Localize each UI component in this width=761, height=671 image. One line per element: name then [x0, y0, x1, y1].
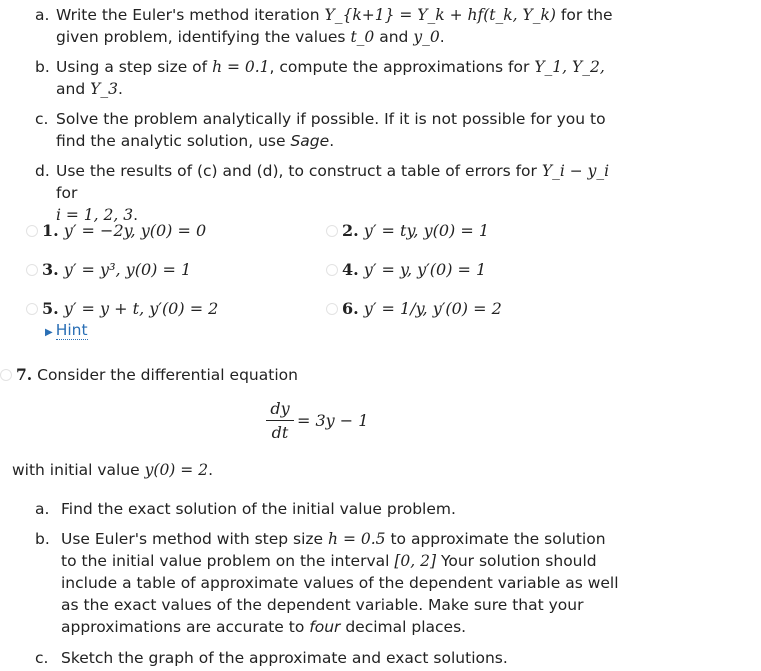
exercise-marker-icon: [0, 369, 12, 381]
initial-value-line: with initial value y(0) = 2.: [12, 461, 213, 479]
exercise-marker-icon: [26, 264, 38, 276]
exercise-5[interactable]: 5. y′ = y + t, y′(0) = 2: [26, 298, 218, 320]
part-a: a. Write the Euler's method iteration Y_{k+1} = Y_k + hf(t_k, Y_k) for the given problem, identifying the values t_0 and y_0.: [35, 6, 613, 46]
part-c: c. Solve the problem analytically if possible. If it is not possible for you to find the analytic solution, use Sage.: [35, 110, 606, 150]
part-a-text: Write the Euler's method iteration: [56, 6, 320, 24]
exercise-marker-icon: [326, 225, 338, 237]
exercise-3[interactable]: 3. y′ = y³, y(0) = 1: [26, 259, 191, 281]
differential-equation-rhs: = 3y − 1: [297, 411, 369, 430]
part-b-label: b.: [35, 58, 50, 76]
hint-toggle[interactable]: [45, 321, 88, 339]
triangle-right-icon: ▶: [45, 327, 53, 338]
hint-link[interactable]: Hint: [55, 321, 88, 339]
exercise-marker-icon: [326, 303, 338, 315]
part-d-label: d.: [35, 162, 50, 180]
exercise-4[interactable]: 4. y′ = y, y′(0) = 1: [326, 259, 486, 281]
derivative-fraction: dy dt: [266, 399, 294, 442]
part-a-label: a.: [35, 6, 50, 24]
exercise-marker-icon: [326, 264, 338, 276]
part-b: b. Using a step size of h = 0.1, compute the approximations for Y_1, Y_2, and Y_3.: [35, 58, 605, 98]
exercise-7-intro: Consider the differential equation: [37, 366, 298, 384]
ex7-part-c: c. Sketch the graph of the approximate and exact solutions.: [35, 649, 508, 667]
exercise-2[interactable]: 2. y′ = ty, y(0) = 1: [326, 220, 489, 242]
euler-iteration-formula: Y_{k+1} = Y_k + hf(t_k, Y_k): [324, 6, 556, 24]
part-d: d. Use the results of (c) and (d), to construct a table of errors for Y_i − y_i for i = 1, 2, 3.: [35, 162, 610, 224]
sage-emphasis: Sage: [290, 132, 330, 150]
ex7-part-b: b. Use Euler's method with step size h = 0.5 to approximate the solution to the initial value problem on the interval [0, 2] Your solution should include a table of approximate values of the dependent variable as well as the exact values of the dependent variable. Make sure that your approximations are accurate to four decimal places.: [35, 530, 619, 636]
exercise-7[interactable]: 7. Consider the differential equation: [0, 364, 298, 386]
part-c-label: c.: [35, 110, 49, 128]
ex7-part-a: a. Find the exact solution of the initial value problem.: [35, 500, 456, 518]
exercise-1[interactable]: 1. y′ = −2y, y(0) = 0: [26, 220, 206, 242]
step-size: h = 0.1: [212, 58, 270, 76]
exercise-marker-icon: [26, 225, 38, 237]
initial-condition: y(0) = 2: [144, 461, 209, 479]
exercise-6[interactable]: 6. y′ = 1/y, y′(0) = 2: [326, 298, 502, 320]
exercise-marker-icon: [26, 303, 38, 315]
